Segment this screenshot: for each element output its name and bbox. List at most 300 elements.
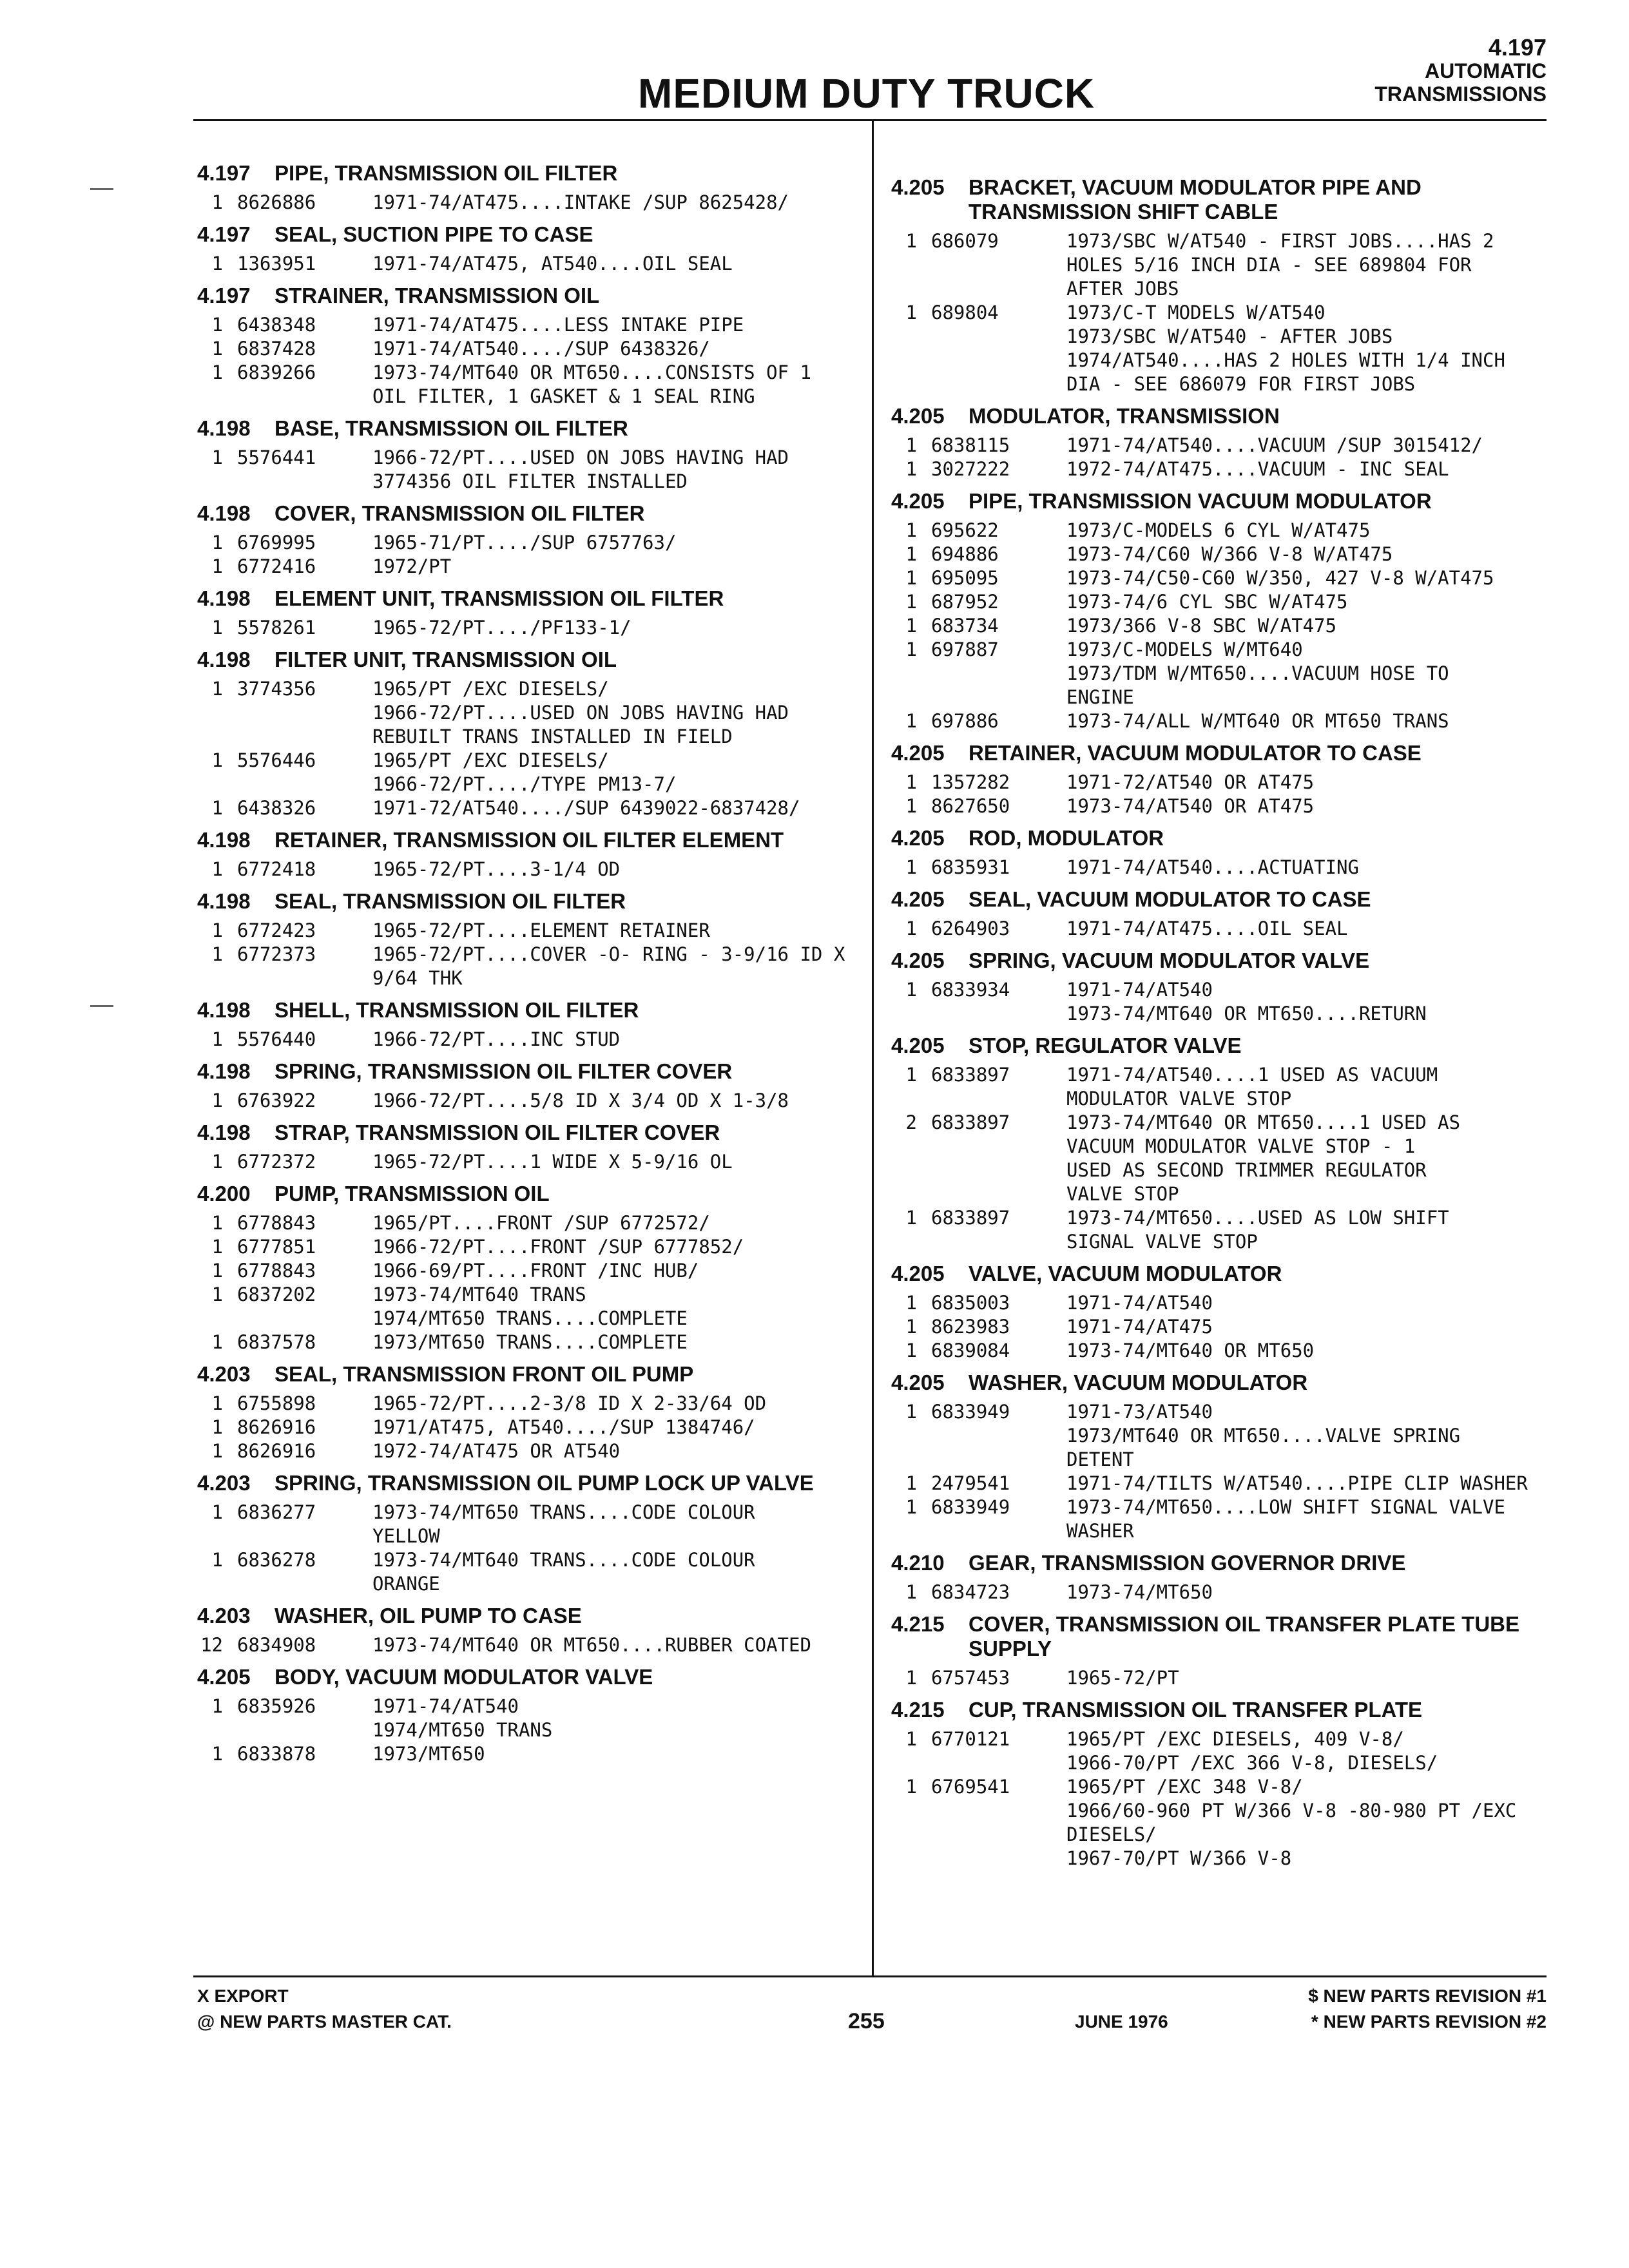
section-number: 4.205 [891, 887, 945, 911]
part-row [197, 1283, 854, 1331]
part-row [891, 543, 1548, 566]
part-number: 6770121 [931, 1728, 1010, 1750]
part-description [372, 555, 854, 579]
part-quantity: 1 [211, 1283, 223, 1305]
part-row [197, 1235, 854, 1259]
section-number: 4.205 [891, 404, 945, 428]
section-number: 4.197 [197, 284, 251, 307]
part-row [891, 1339, 1548, 1363]
part-quantity: 1 [905, 458, 917, 480]
part-description [1066, 1400, 1548, 1472]
part-description [1066, 519, 1548, 543]
part-quantity: 1 [211, 555, 223, 577]
part-number: 6772423 [237, 919, 316, 941]
part-row [891, 434, 1548, 457]
description-line: 1965/PT....FRONT /SUP 6772572/ [372, 1212, 710, 1234]
part-description [372, 749, 854, 796]
description-line: 1971-74/AT475 [1066, 1316, 1213, 1338]
description-line: 1971-74/AT475, AT540....OIL SEAL [372, 253, 733, 274]
part-description [372, 1211, 854, 1235]
section-title: STRAINER, TRANSMISSION OIL [275, 284, 600, 307]
description-line: 1973-74/ALL W/MT640 OR MT650 TRANS [1066, 710, 1449, 732]
section-heading [197, 1604, 854, 1628]
parts-section [197, 1471, 854, 1596]
part-quantity: 1 [211, 797, 223, 819]
part-row [891, 457, 1548, 481]
part-row [197, 446, 854, 494]
description-line: VALVE STOP [1066, 1183, 1179, 1205]
description-line: 1971-74/AT540....ACTUATING [1066, 856, 1359, 878]
description-line: 1973-74/MT650 [1066, 1581, 1213, 1603]
part-quantity: 1 [905, 1581, 917, 1603]
part-number: 2479541 [931, 1472, 1010, 1494]
section-title: SEAL, SUCTION PIPE TO CASE [275, 222, 593, 246]
part-row [197, 796, 854, 820]
section-number: 4.197 [197, 161, 251, 185]
part-quantity: 1 [211, 1743, 223, 1765]
description-line: 1971-74/AT540 [1066, 979, 1213, 1001]
part-row [891, 1111, 1548, 1206]
part-row [891, 771, 1548, 794]
section-title: BRACKET, VACUUM MODULATOR PIPE AND TRANSMISSION SHIFT CABLE [969, 175, 1422, 224]
part-row [197, 677, 854, 749]
section-title: RETAINER, VACUUM MODULATOR TO CASE [969, 741, 1422, 765]
description-line: DIA - SEE 686079 FOR FIRST JOBS [1066, 373, 1416, 395]
footer-rule [193, 1975, 1547, 1977]
parts-section [197, 998, 854, 1052]
part-row [891, 1063, 1548, 1111]
part-description [372, 1695, 854, 1742]
section-number: 4.205 [891, 175, 945, 199]
part-quantity: 1 [905, 1064, 917, 1086]
part-quantity: 1 [905, 230, 917, 252]
part-quantity: 1 [905, 979, 917, 1001]
part-description [372, 1259, 854, 1283]
section-number: 4.198 [197, 1059, 251, 1083]
section-title: SEAL, TRANSMISSION FRONT OIL PUMP [275, 1362, 694, 1386]
part-number: 6772373 [237, 943, 316, 965]
description-line: 1974/MT650 TRANS [372, 1719, 553, 1741]
part-number: 687952 [931, 591, 999, 613]
part-quantity: 1 [905, 710, 917, 732]
part-row [197, 313, 854, 337]
description-line: 1973/MT650 [372, 1743, 485, 1765]
part-description [1066, 1472, 1548, 1495]
section-number: 4.198 [197, 501, 251, 525]
part-quantity: 1 [211, 749, 223, 771]
part-description [372, 1742, 854, 1766]
section-heading [891, 1612, 1548, 1661]
part-row [891, 1206, 1548, 1254]
part-number: 5578261 [237, 617, 316, 639]
description-line: 1973/TDM W/MT650....VACUUM HOSE TO [1066, 662, 1449, 684]
section-number: 4.197 [197, 222, 251, 246]
part-description [372, 858, 854, 881]
part-number: 6837428 [237, 338, 316, 360]
description-line: ENGINE [1066, 686, 1134, 708]
part-row [891, 709, 1548, 733]
section-number: 4.205 [891, 948, 945, 972]
description-line: 1973/MT650 TRANS....COMPLETE [372, 1331, 688, 1353]
section-number: 4.205 [891, 741, 945, 765]
section-heading [197, 998, 854, 1023]
part-row [197, 1150, 854, 1174]
section-number: 4.203 [197, 1604, 251, 1628]
parts-section [197, 161, 854, 215]
part-number: 6755898 [237, 1392, 316, 1414]
part-quantity: 1 [211, 1028, 223, 1050]
part-quantity: 1 [905, 519, 917, 541]
part-row [197, 1633, 854, 1657]
description-line: 1965-71/PT..../SUP 6757763/ [372, 532, 677, 553]
description-line: 1973-74/MT640 OR MT650 [1066, 1340, 1315, 1361]
part-description [1066, 1111, 1548, 1206]
description-line: 1966-72/PT....FRONT /SUP 6777852/ [372, 1236, 744, 1258]
part-description [372, 1089, 854, 1113]
category-line-1: AUTOMATIC [1424, 59, 1547, 82]
part-description [1066, 1339, 1548, 1363]
part-row [891, 1581, 1548, 1604]
part-description [1066, 543, 1548, 566]
description-line: 1972-74/AT475 OR AT540 [372, 1440, 621, 1462]
part-quantity: 1 [211, 1260, 223, 1282]
part-quantity: 1 [905, 302, 917, 323]
part-quantity: 1 [211, 1090, 223, 1111]
description-line: 1966-72/PT....5/8 ID X 3/4 OD X 1-3/8 [372, 1090, 789, 1111]
parts-section [197, 889, 854, 990]
part-description [372, 1439, 854, 1463]
part-quantity: 1 [905, 1472, 917, 1494]
part-description [372, 313, 854, 337]
description-line: 1965-72/PT..../PF133-1/ [372, 617, 631, 639]
description-line: 1971-74/AT540 [372, 1695, 519, 1717]
section-number: 4.210 [891, 1551, 945, 1575]
description-line: 1973/C-T MODELS W/AT540 [1066, 302, 1325, 323]
section-heading [891, 1698, 1548, 1722]
part-quantity: 1 [211, 1549, 223, 1571]
part-number: 6438348 [237, 314, 316, 336]
parts-section [197, 1665, 854, 1766]
part-quantity: 1 [905, 771, 917, 793]
section-heading [197, 648, 854, 672]
part-quantity: 1 [905, 567, 917, 589]
part-row [197, 749, 854, 796]
part-description [372, 531, 854, 555]
description-line: 1973/SBC W/AT540 - AFTER JOBS [1066, 325, 1393, 347]
part-number: 689804 [931, 302, 999, 323]
part-quantity: 1 [905, 1728, 917, 1750]
description-line: 1971-72/AT540 OR AT475 [1066, 771, 1315, 793]
part-row [891, 614, 1548, 638]
part-description [1066, 1206, 1548, 1254]
part-quantity: 1 [211, 919, 223, 941]
description-line: 1965/PT /EXC DIESELS, 409 V-8/ [1066, 1728, 1404, 1750]
part-row [891, 301, 1548, 396]
section-heading [891, 1551, 1548, 1575]
description-line: 9/64 THK [372, 967, 463, 989]
description-line: DIESELS/ [1066, 1823, 1157, 1845]
section-heading [891, 741, 1548, 765]
revision-2: * NEW PARTS REVISION #2 [1311, 2012, 1547, 2032]
part-quantity: 1 [905, 1401, 917, 1423]
page-number: 255 [848, 2009, 885, 2033]
parts-section [197, 1362, 854, 1463]
part-description [1066, 1315, 1548, 1339]
description-line: 1973-74/MT640 TRANS [372, 1283, 586, 1305]
parts-section [197, 416, 854, 494]
part-quantity: 1 [211, 338, 223, 360]
part-row [197, 191, 854, 215]
part-description [372, 1392, 854, 1416]
part-row [891, 917, 1548, 941]
part-number: 6833949 [931, 1401, 1010, 1423]
part-quantity: 1 [211, 447, 223, 468]
section-title: SEAL, TRANSMISSION OIL FILTER [275, 889, 626, 913]
part-row [197, 252, 854, 276]
part-number: 3774356 [237, 678, 316, 700]
margin-mark [90, 188, 113, 190]
part-row [891, 1666, 1548, 1690]
column-divider [872, 121, 874, 1977]
part-row [891, 1495, 1548, 1543]
part-description [1066, 1581, 1548, 1604]
parts-section [891, 1262, 1548, 1363]
section-number: 4.203 [197, 1471, 251, 1495]
header-rule [193, 119, 1547, 121]
section-title: SPRING, TRANSMISSION OIL FILTER COVER [275, 1059, 733, 1083]
section-heading [197, 1362, 854, 1387]
section-heading [197, 1665, 854, 1689]
part-quantity: 2 [905, 1111, 917, 1133]
part-row [891, 566, 1548, 590]
part-row [197, 1028, 854, 1052]
description-line: 1973-74/MT640 OR MT650....RUBBER COATED [372, 1634, 811, 1656]
revision-1: $ NEW PARTS REVISION #1 [1308, 1986, 1547, 2006]
part-row [891, 1472, 1548, 1495]
section-title: STRAP, TRANSMISSION OIL FILTER COVER [275, 1120, 720, 1144]
section-title: WASHER, OIL PUMP TO CASE [275, 1604, 582, 1628]
part-row [891, 519, 1548, 543]
part-quantity: 1 [905, 543, 917, 565]
part-quantity: 1 [905, 918, 917, 939]
part-quantity: 1 [905, 1667, 917, 1689]
section-title: BASE, TRANSMISSION OIL FILTER [275, 416, 628, 440]
description-line: 1973-74/C50-C60 W/350, 427 V-8 W/AT475 [1066, 567, 1494, 589]
section-title: COVER, TRANSMISSION OIL TRANSFER PLATE TUBE SUPPLY [969, 1612, 1519, 1660]
part-number: 6438326 [237, 797, 316, 819]
part-description [1066, 771, 1548, 794]
section-title: SPRING, TRANSMISSION OIL PUMP LOCK UP VALVE [275, 1471, 814, 1495]
part-row [197, 1392, 854, 1416]
part-quantity: 1 [905, 1207, 917, 1229]
description-line: WASHER [1066, 1520, 1134, 1542]
parts-section [891, 404, 1548, 481]
description-line: 1973-74/MT650....LOW SHIFT SIGNAL VALVE [1066, 1496, 1505, 1518]
part-description [372, 1331, 854, 1354]
part-row [197, 919, 854, 943]
parts-section [197, 222, 854, 276]
description-line: 1967-70/PT W/366 V-8 [1066, 1847, 1292, 1869]
part-description [1066, 1063, 1548, 1111]
description-line: 1965/PT /EXC 348 V-8/ [1066, 1776, 1303, 1798]
description-line: 1973/MT640 OR MT650....VALVE SPRING [1066, 1425, 1461, 1446]
part-description [372, 252, 854, 276]
section-number: 4.215 [891, 1698, 945, 1722]
part-description [1066, 1775, 1548, 1870]
description-line: 1971-74/AT540....1 USED AS VACUUM [1066, 1064, 1438, 1086]
part-row [197, 531, 854, 555]
section-heading [197, 828, 854, 852]
part-row [197, 1501, 854, 1548]
part-quantity: 1 [211, 314, 223, 336]
description-line: 1973-74/MT640 OR MT650....CONSISTS OF 1 [372, 361, 811, 383]
left-column [197, 161, 854, 1774]
description-line: 1971-74/AT540 [1066, 1292, 1213, 1314]
section-heading [197, 1471, 854, 1495]
description-line: 1966-72/PT....USED ON JOBS HAVING HAD [372, 447, 789, 468]
part-quantity: 1 [211, 1416, 223, 1438]
description-line: 1973-74/AT540 OR AT475 [1066, 795, 1315, 817]
page-code: 4.197 [1488, 34, 1547, 61]
part-quantity: 1 [905, 434, 917, 456]
section-title: COVER, TRANSMISSION OIL FILTER [275, 501, 645, 525]
part-description [1066, 614, 1548, 638]
part-number: 6757453 [931, 1667, 1010, 1689]
parts-section [891, 1033, 1548, 1254]
section-number: 4.200 [197, 1182, 251, 1206]
part-description [1066, 301, 1548, 396]
section-header [1374, 36, 1547, 106]
part-description [372, 1150, 854, 1174]
description-line: 1965-72/PT....3-1/4 OD [372, 858, 621, 880]
section-number: 4.198 [197, 586, 251, 610]
part-quantity: 1 [905, 1496, 917, 1518]
part-number: 6836278 [237, 1549, 316, 1571]
part-row [197, 1742, 854, 1766]
part-row [197, 1416, 854, 1439]
part-row [891, 856, 1548, 879]
part-row [197, 1548, 854, 1596]
part-quantity: 1 [211, 532, 223, 553]
part-description [1066, 229, 1548, 301]
section-heading [891, 175, 1548, 224]
section-heading [891, 887, 1548, 912]
section-title: PIPE, TRANSMISSION OIL FILTER [275, 161, 618, 185]
part-number: 6264903 [931, 918, 1010, 939]
part-quantity: 1 [905, 1340, 917, 1361]
parts-section [891, 887, 1548, 941]
parts-section [891, 1698, 1548, 1870]
part-number: 5576440 [237, 1028, 316, 1050]
part-description [372, 919, 854, 943]
parts-section [891, 948, 1548, 1026]
parts-section [197, 1120, 854, 1174]
section-heading [197, 1059, 854, 1084]
description-line: 1974/AT540....HAS 2 HOLES WITH 1/4 INCH [1066, 349, 1505, 371]
description-line: 1971-73/AT540 [1066, 1401, 1213, 1423]
part-row [891, 1291, 1548, 1315]
part-number: 6838115 [931, 434, 1010, 456]
description-line: 1971-74/AT475....INTAKE /SUP 8625428/ [372, 191, 789, 213]
section-number: 4.205 [197, 1665, 251, 1689]
part-number: 6769995 [237, 532, 316, 553]
part-row [891, 978, 1548, 1026]
part-quantity: 1 [211, 1151, 223, 1173]
part-number: 5576446 [237, 749, 316, 771]
part-row [891, 229, 1548, 301]
part-description [372, 1283, 854, 1331]
section-number: 4.215 [891, 1612, 945, 1636]
part-description [1066, 566, 1548, 590]
description-line: 1973/C-MODELS 6 CYL W/AT475 [1066, 519, 1371, 541]
part-number: 6834723 [931, 1581, 1010, 1603]
part-row [197, 555, 854, 579]
part-description [372, 1501, 854, 1548]
description-line: 1973-74/MT650 TRANS....CODE COLOUR [372, 1501, 755, 1523]
section-heading [197, 586, 854, 611]
part-description [1066, 590, 1548, 614]
description-line: VACUUM MODULATOR VALVE STOP - 1 [1066, 1135, 1416, 1157]
part-number: 8626916 [237, 1440, 316, 1462]
description-line: 1973-74/MT640 OR MT650....RETURN [1066, 1003, 1427, 1024]
part-description [372, 1548, 854, 1596]
category-line-2: TRANSMISSIONS [1374, 82, 1547, 106]
section-title: RETAINER, TRANSMISSION OIL FILTER ELEMENT [275, 828, 784, 852]
part-number: 6778843 [237, 1260, 316, 1282]
part-row [891, 1775, 1548, 1870]
part-row [891, 794, 1548, 818]
part-description [372, 1235, 854, 1259]
part-description [372, 616, 854, 640]
description-line: 1971-74/AT540..../SUP 6438326/ [372, 338, 710, 360]
part-quantity: 1 [211, 1392, 223, 1414]
part-number: 6837202 [237, 1283, 316, 1305]
section-heading [197, 889, 854, 914]
margin-mark [90, 1005, 113, 1007]
parts-section [197, 284, 854, 408]
section-title: ROD, MODULATOR [969, 826, 1164, 850]
part-description [372, 1416, 854, 1439]
part-number: 8627650 [931, 795, 1010, 817]
parts-section [891, 826, 1548, 879]
part-quantity: 1 [905, 795, 917, 817]
section-number: 4.198 [197, 1120, 251, 1144]
description-line: 1965-72/PT....COVER -O- RING - 3-9/16 ID X [372, 943, 845, 965]
parts-section [197, 501, 854, 579]
parts-section [891, 489, 1548, 733]
part-row [197, 1331, 854, 1354]
part-row [197, 1259, 854, 1283]
part-number: 697887 [931, 639, 999, 660]
part-row [197, 1439, 854, 1463]
part-row [197, 361, 854, 408]
part-number: 6839084 [931, 1340, 1010, 1361]
part-quantity: 1 [211, 1212, 223, 1234]
part-number: 6835926 [237, 1695, 316, 1717]
section-heading [197, 284, 854, 308]
page-title: MEDIUM DUTY TRUCK [638, 70, 1095, 117]
part-number: 6833934 [931, 979, 1010, 1001]
description-line: 1973/SBC W/AT540 - FIRST JOBS....HAS 2 [1066, 230, 1494, 252]
section-title: VALVE, VACUUM MODULATOR [969, 1262, 1282, 1285]
parts-section [197, 828, 854, 881]
section-heading [197, 161, 854, 186]
part-quantity: 12 [200, 1634, 223, 1656]
description-line: 1972-74/AT475....VACUUM - INC SEAL [1066, 458, 1449, 480]
part-description [372, 1633, 854, 1657]
section-heading [197, 222, 854, 247]
part-number: 6772372 [237, 1151, 316, 1173]
